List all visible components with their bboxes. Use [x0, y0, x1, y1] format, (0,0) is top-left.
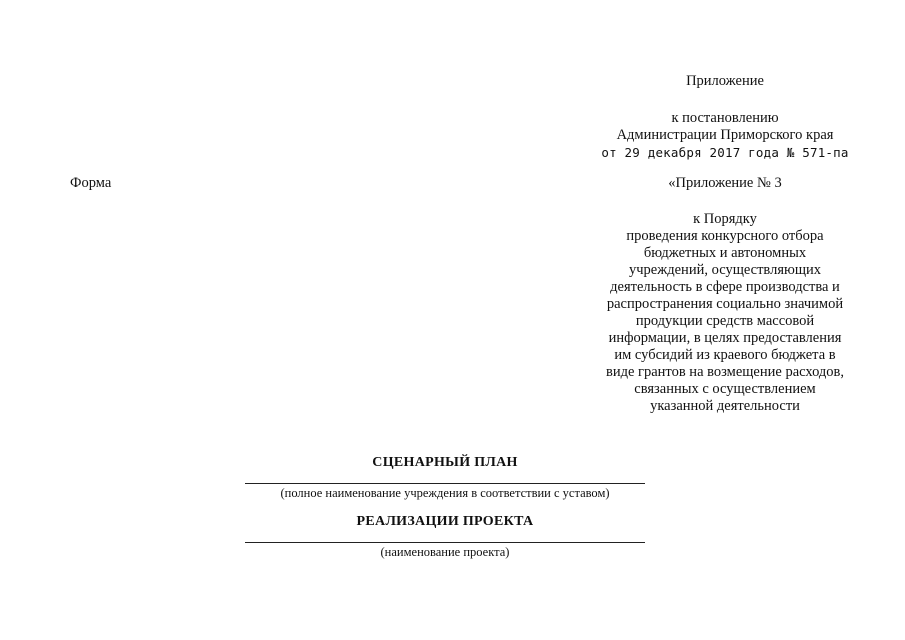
project-name-line: [245, 542, 645, 543]
appendix3-line: проведения конкурсного отбора: [626, 228, 824, 244]
appendix3-line: к Порядку: [693, 211, 757, 227]
appendix3-line: деятельность в сфере производства и: [610, 279, 840, 295]
project-name-hint: (наименование проекта): [380, 545, 510, 559]
appendix3-line: бюджетных и автономных: [643, 245, 807, 261]
appendix3-description: [580, 211, 870, 415]
appendix3-line: распространения социально значимой: [606, 296, 844, 312]
institution-name-line: [245, 483, 645, 484]
form-label: Форма: [70, 175, 112, 191]
appendix3-line: информации, в целях предоставления: [608, 330, 842, 346]
plan-subtitle: РЕАЛИЗАЦИИ ПРОЕКТА: [356, 514, 534, 529]
appendix-heading: Приложение: [686, 73, 764, 89]
appendix3-line: указанной деятельности: [650, 398, 800, 414]
appendix3-line: продукции средств массовой: [635, 313, 815, 329]
appendix3-line: им субсидий из краевого бюджета в: [614, 347, 836, 363]
decree-reference: [580, 110, 870, 161]
decree-date: от 29 декабря 2017 года № 571-па: [601, 145, 849, 160]
appendix3-line: связанных с осуществлением: [634, 381, 816, 397]
appendix3-title: «Приложение № 3: [668, 175, 782, 191]
decree-line-1: к постановлению: [671, 110, 779, 126]
appendix3-line: учреждений, осуществляющих: [629, 262, 821, 278]
decree-line-2: Администрации Приморского края: [616, 127, 834, 143]
plan-title: СЦЕНАРНЫЙ ПЛАН: [372, 455, 518, 470]
institution-name-hint: (полное наименование учреждения в соответствии с уставом): [280, 486, 610, 500]
appendix3-line: виде грантов на возмещение расходов,: [606, 364, 844, 380]
